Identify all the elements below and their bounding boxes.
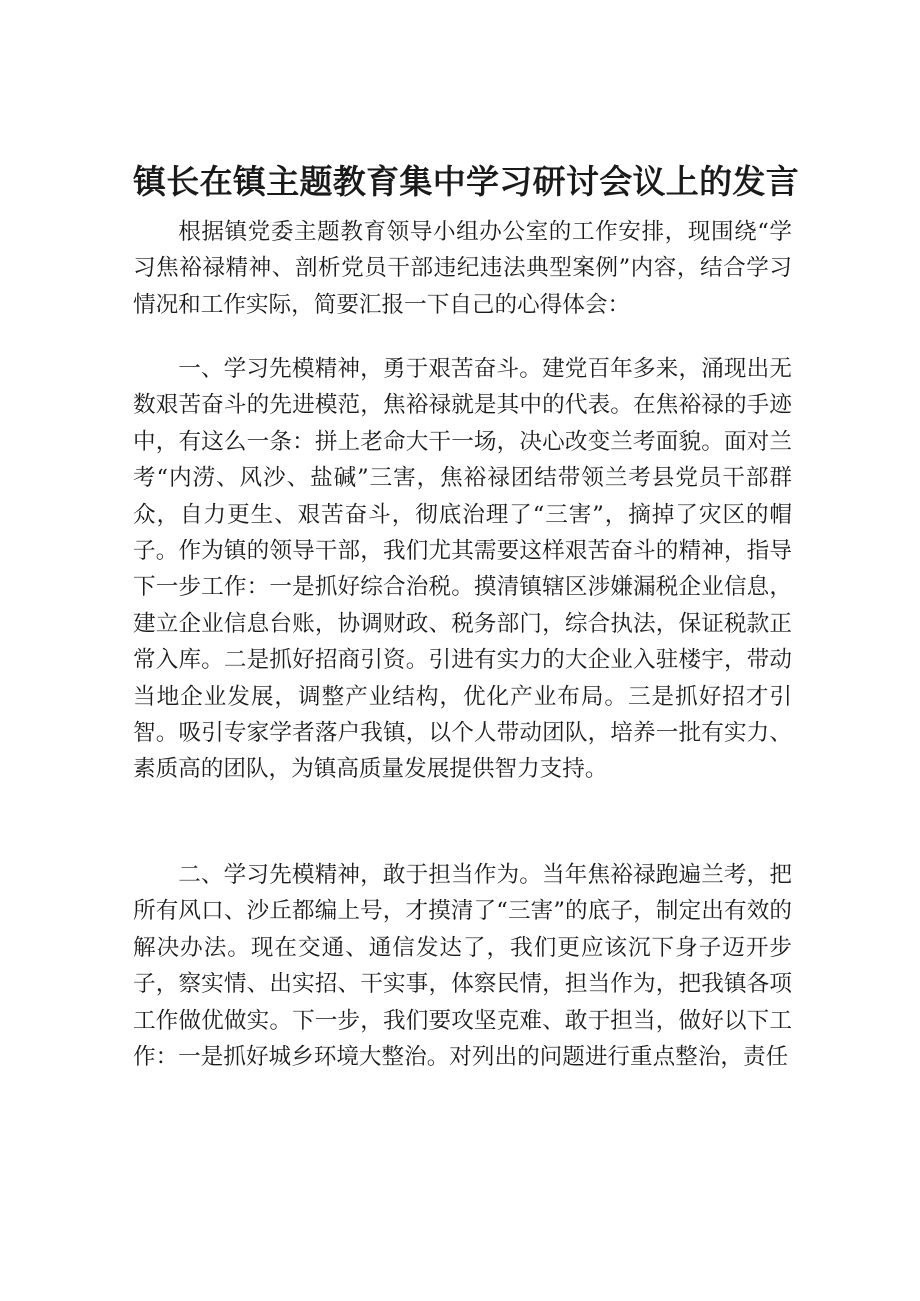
paragraph-intro: 根据镇党委主题教育领导小组办公室的工作安排，现围绕“学习焦裕禄精神、剖析党员干部违纪违法典型案例”内容，结合学习情况和工作实际，简要汇报一下自己的心得体会： (133, 219, 792, 318)
paragraph-section-1: 一、学习先模精神，勇于艰苦奋斗。建党百年多来，涌现出无数艰苦奋斗的先进模范，焦裕禄就是其中的代表。在焦裕禄的手迹中，有这么一条：拼上老命大干一场，决心改变兰考面貌。面对兰考“内涝、风沙、盐碱”三害，焦裕禄团结带领兰考县党员干部群众，自力更生、艰苦奋斗，彻底治理了“三害”，摘掉了灾区的帽子。作为镇的领导干部，我们尤其需要这样艰苦奋斗的精神，指导下一步工作：一是抓好综合治税。摸清镇辖区涉嫌漏税企业信息，建立企业信息台账，协调财政、税务部门，综合执法，保证税款正常入库。二是抓好招商引资。引进有实力的大企业入驻楼宇，带动当地企业发展，调整产业结构，优化产业布局。三是抓好招才引智。吸引专家学者落户我镇，以个人带动团队，培养一批有实力、素质高的团队，为镇高质量发展提供智力支持。 (133, 356, 792, 783)
document-title: 镇长在镇主题教育集中学习研讨会议上的发言 (133, 162, 799, 201)
paragraph-section-2: 二、学习先模精神，敢于担当作为。当年焦裕禄跑遍兰考，把所有风口、沙丘都编上号，才摸清了“三害”的底子，制定出有效的解决办法。现在交通、通信发达了，我们更应该沉下身子迈开步子，察实情、出实招、干实事，体察民情，担当作为，把我镇各项工作做优做实。下一步，我们要攻坚克难、敢于担当，做好以下工作：一是抓好城乡环境大整治。对列出的问题进行重点整治，责任 (133, 862, 792, 1071)
